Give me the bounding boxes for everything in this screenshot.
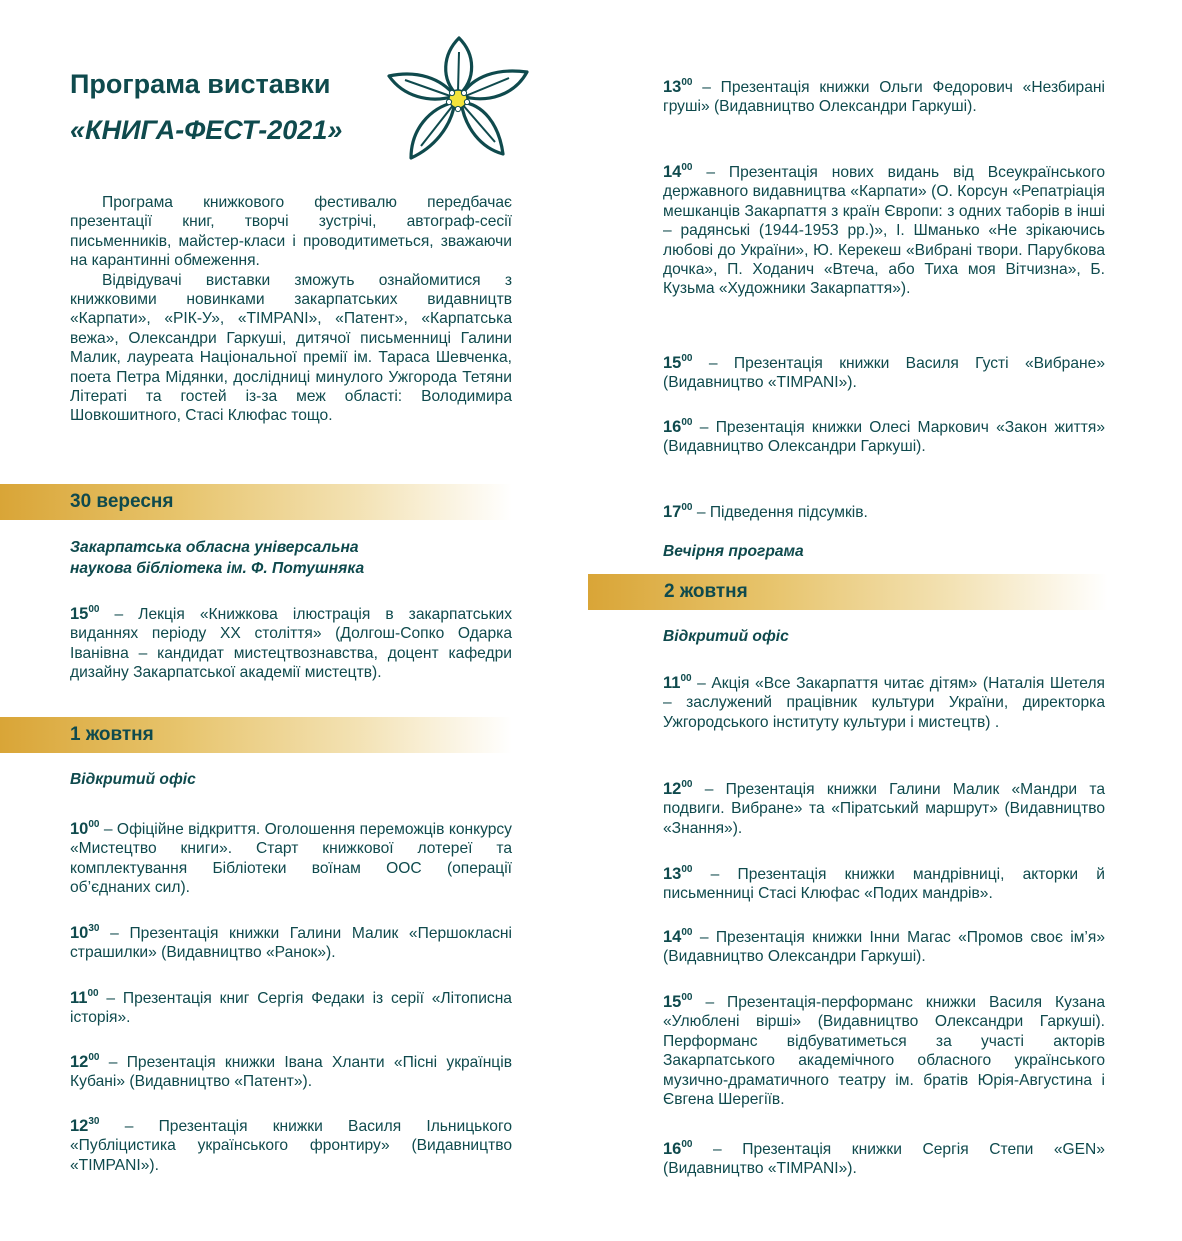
event-oct1-1030: $10^{30}$ – Презентація книжки Галини Малик «Першокласні страшилки» (Видавництво «Ранок»). xyxy=(70,923,512,962)
event-oct2-1100: $11^{00}$ – Акція «Все Закарпаття читає дітям» (Наталія Шетеля – заслужений працівник культури України, директорка Ужгородського інституту культури і мистецтв) . xyxy=(663,673,1105,731)
intro-text xyxy=(70,193,512,426)
event-oct1-1400: $14^{00}$ – Презентація нових видань від Всеукраїнського державного видавництва «Карпати» (О. Корсун «Репатріація мешканців Закарпаття з країн Європи: з одних таборів в інші – радянські (1944-1953 рр.)», І. Шманько «Не зрікаючись любові до України», Ю. Керекеш «Вибрані твори. Парубкова дочка», П. Ходанич «Втеча, або Тиха моя Вітчизна», Б. Кузьма «Художники Закарпаття»). xyxy=(663,162,1105,298)
day-label: 2 жовтня xyxy=(664,581,748,602)
event-text: – Презентація книжки Василя Ільницького «Публіцистика українського фронтиру» (Видавництво «TIMPANI»). xyxy=(70,1118,512,1174)
day-label: 30 вересня xyxy=(70,491,174,512)
title-line-2: «КНИГА-ФЕСТ-2021» xyxy=(70,115,343,145)
event-text: – Презентація книжки Олесі Маркович «Закон життя» (Видавництво Олександри Гаркуші). xyxy=(663,419,1105,456)
venue-line-1: Закарпатська обласна універсальна xyxy=(70,539,359,556)
evening-program: Вечірня програма xyxy=(663,543,804,560)
venue-oct1: Відкритий офіс xyxy=(70,771,196,788)
day-header-oct2 xyxy=(588,574,1108,610)
event-oct1-1230: $12^{30}$ – Презентація книжки Василя Ільницького «Публіцистика українського фронтиру» (Видавництво «TIMPANI»). xyxy=(70,1116,512,1174)
intro-paragraph-1: Програма книжкового фестивалю передбачає презентації книг, творчі зустрічі, автограф-сесії письменників, майстер-класи і проводитиметься, зважаючи на карантинні обмеження. xyxy=(70,194,512,270)
event-text: – Презентація книжки Ольги Федорович «Незбирані груші» (Видавництво Олександри Гаркуші). xyxy=(663,79,1105,116)
event-oct2-1200: $12^{00}$ – Презентація книжки Галини Малик «Мандри та подвиги. Вибране» та «Піратський маршрут» (Видавництво «Знання»). xyxy=(663,779,1105,837)
event-text: – Презентація книжки Івана Хланти «Пісні українців Кубані» (Видавництво «Патент»). xyxy=(70,1054,512,1091)
venue-oct2: Відкритий офіс xyxy=(663,628,789,645)
event-text: – Підведення підсумків. xyxy=(696,504,868,521)
day-header-oct1 xyxy=(0,717,512,753)
event-text: – Презентація книжки мандрівниці, акторки й письменниці Стасі Клюфас «Подих мандрів». xyxy=(663,866,1105,903)
day-label: 1 жовтня xyxy=(70,724,154,745)
event-text: – Лекція «Книжкова ілюстрація в закарпатських виданнях періоду XX століття» (Долгош-Сопко Одарка Іванівна – кандидат мистецтвознавства, доцент кафедри дизайну Закарпатської академії мистецтв). xyxy=(70,606,512,682)
event-oct1-1100: $11^{00}$ – Презентація книг Сергія Федаки із серії «Літописна історія». xyxy=(70,988,512,1027)
event-oct1-1700: $17^{00}$ – Підведення підсумків. xyxy=(663,502,868,521)
flower-logo-icon xyxy=(385,34,531,164)
event-oct1-1500: $15^{00}$ – Презентація книжки Василя Густі «Вибране» (Видавництво «TIMPANI»). xyxy=(663,353,1105,392)
event-oct1-1000: $10^{00}$ – Офіційне відкриття. Оголошення переможців конкурсу «Мистецтво книги». Старт книжкової лотереї та комплектування Бібліотеки воїнам ООС (операції об’єднаних сил). xyxy=(70,819,512,897)
day-header-sep30 xyxy=(0,484,512,520)
event-text: – Офіційне відкриття. Оголошення переможців конкурсу «Мистецтво книги». Старт книжкової лотереї та комплектування Бібліотеки воїнам ООС (операції об’єднаних сил). xyxy=(70,821,512,897)
event-text: – Презентація книжки Сергія Степи «GEN» (Видавництво «TIMPANI»). xyxy=(663,1141,1105,1178)
event-text: – Презентація книжки Галини Малик «Першокласні страшилки» (Видавництво «Ранок»). xyxy=(70,925,512,962)
event-oct2-1400: $14^{00}$ – Презентація книжки Інни Магас «Промов своє ім’я» (Видавництво Олександри Гаркуші). xyxy=(663,927,1105,966)
event-oct1-1300: $13^{00}$ – Презентація книжки Ольги Федорович «Незбирані груші» (Видавництво Олександри Гаркуші). xyxy=(663,77,1105,116)
event-oct2-1300: $13^{00}$ – Презентація книжки мандрівниці, акторки й письменниці Стасі Клюфас «Подих мандрів». xyxy=(663,864,1105,903)
event-text: – Акція «Все Закарпаття читає дітям» (Наталія Шетеля – заслужений працівник культури України, директорка Ужгородського інституту культури і мистецтв) . xyxy=(663,675,1105,731)
title-line-1: Програма виставки xyxy=(70,69,331,99)
event-time: $15^{00}$ xyxy=(70,604,100,623)
event-oct2-1600: $16^{00}$ – Презентація книжки Сергія Степи «GEN» (Видавництво «TIMPANI»). xyxy=(663,1139,1105,1178)
event-text: – Презентація книжки Інни Магас «Промов своє ім’я» (Видавництво Олександри Гаркуші). xyxy=(663,929,1105,966)
event-text: – Презентація нових видань від Всеукраїнського державного видавництва «Карпати» (О. Корсун «Репатріація мешканців Закарпаття з країн Європи: з одних таборів в інші – радянські (1944-1953 рр.)», І. Шманько «Не зрікаючись любові до України», Ю. Керекеш «Вибрані твори. Парубкова дочка», П. Ходанич «Втеча, або Тиха моя Вітчизна», Б. Кузьма «Художники Закарпаття»). xyxy=(663,164,1105,298)
event-sep30-1500 xyxy=(70,600,512,683)
event-text: – Презентація книжки Галини Малик «Мандри та подвиги. Вибране» та «Піратський маршрут» (Видавництво «Знання»). xyxy=(663,781,1105,837)
event-oct1-1600: $16^{00}$ – Презентація книжки Олесі Маркович «Закон життя» (Видавництво Олександри Гаркуші). xyxy=(663,417,1105,456)
event-text: – Презентація книг Сергія Федаки із серії «Літописна історія». xyxy=(70,990,512,1027)
intro-paragraph-2: Відвідувачі виставки зможуть ознайомитися з книжковими новинками закарпатських видавництв «Карпати», «РІК-У», «TIMPANI», «Патент», «Карпатська вежа», Олександри Гаркуші, дитячої письменниці Галини Малик, лауреата Національної премії ім. Тараса Шевченка, поета Петра Мідянки, дослідниці минулого Ужгорода Тетяни Літераті та гостей із-за меж області: Володимира Шовкошитного, Стасі Клюфас тощо. xyxy=(70,271,512,425)
venue-line-2: наукова бібліотека ім. Ф. Потушняка xyxy=(70,560,365,577)
page-title xyxy=(70,66,342,148)
venue-sep30 xyxy=(70,537,510,579)
event-text: – Презентація книжки Василя Густі «Вибране» (Видавництво «TIMPANI»). xyxy=(663,355,1105,392)
event-oct1-1200: $12^{00}$ – Презентація книжки Івана Хланти «Пісні українців Кубані» (Видавництво «Патент»). xyxy=(70,1052,512,1091)
event-text: – Презентація-перформанс книжки Василя Кузана «Улюблені вірші» (Видавництво Олександри Гаркуші). Перформанс відбуватиметься за участі акторів Закарпатського академічного обласного українського музично-драматичного театру ім. братів Юрія-Августина і Євгена Шерегіїв. xyxy=(663,994,1105,1109)
event-oct2-1500: $15^{00}$ – Презентація-перформанс книжки Василя Кузана «Улюблені вірші» (Видавництво Олександри Гаркуші). Перформанс відбуватиметься за участі акторів Закарпатського академічного обласного українського музично-драматичного театру ім. братів Юрія-Августина і Євгена Шерегіїв. xyxy=(663,992,1105,1109)
